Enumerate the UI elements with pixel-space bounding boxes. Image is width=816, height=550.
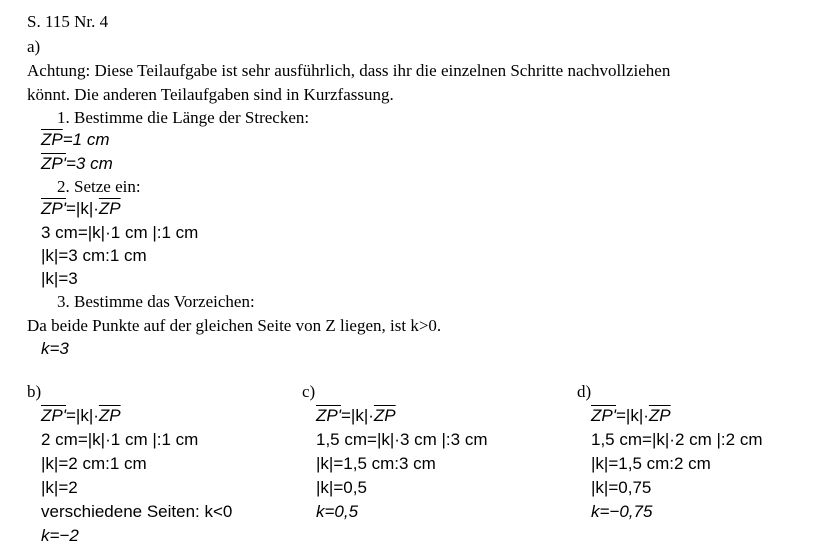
segment-zp: $\overline{ZP}$	[98, 199, 121, 218]
part-a-intro-line-1: Achtung: Diese Teilaufgabe ist sehr ausführlich, dass ihr die einzelnen Schritte nachvollziehen	[27, 61, 671, 80]
segment-zp: $\overline{ZP}$	[98, 406, 121, 425]
segment-zpp: ZP'	[41, 199, 66, 218]
segment-zp-value: =1 cm	[62, 130, 110, 149]
part-d-equation-1	[591, 406, 762, 426]
segment-zpp: ZP'	[41, 154, 66, 173]
part-c-equation-4: |k|=0,5	[316, 478, 367, 497]
segment-zp: $\overline{ZP}$	[648, 406, 671, 425]
equation-middle: =|k|·	[615, 406, 649, 425]
part-b-equation-4: |k|=2	[41, 478, 78, 497]
part-d-result: k=−0,75	[591, 502, 653, 521]
part-a-equation-2: 3 cm=|k|·1 cm |:1 cm	[41, 223, 199, 242]
sign-explanation: Da beide Punkte auf der gleichen Seite von Z liegen, ist k>0.	[27, 316, 442, 335]
segment-zpp: ZP'	[41, 406, 66, 425]
segment-zpp: ZP'	[316, 406, 341, 425]
segment-zp-length	[41, 130, 110, 150]
step-1-heading: 1. Bestimme die Länge der Strecken:	[57, 108, 310, 127]
part-d-label: d)	[577, 382, 592, 401]
part-d-column	[577, 382, 762, 526]
part-a-label: a)	[27, 37, 41, 56]
segment-zpp: ZP'	[591, 406, 616, 425]
part-b-note: verschiedene Seiten: k<0	[41, 502, 233, 521]
part-c-equation-1	[316, 406, 487, 426]
part-b-label: b)	[27, 382, 42, 401]
part-a-intro-line-2: könnt. Die anderen Teilaufgaben sind in Kurzfassung.	[27, 85, 394, 104]
equation-middle: =|k|·	[340, 406, 374, 425]
part-b-equation-3: |k|=2 cm:1 cm	[41, 454, 147, 473]
step-3-heading: 3. Bestimme das Vorzeichen:	[57, 292, 255, 311]
part-d-equation-3: |k|=1,5 cm:2 cm	[591, 454, 711, 473]
part-b-column	[27, 382, 232, 550]
part-d-equation-4: |k|=0,75	[591, 478, 652, 497]
part-a-equation-1	[41, 199, 121, 219]
part-c-result: k=0,5	[316, 502, 359, 521]
segment-zpp-value: =3 cm	[65, 154, 113, 173]
equation-middle: =|k|·	[65, 199, 99, 218]
part-a-equation-4: |k|=3	[41, 269, 78, 288]
part-d-equation-2: 1,5 cm=|k|·2 cm |:2 cm	[591, 430, 763, 449]
part-b-equation-1	[41, 406, 232, 426]
part-b-equation-2: 2 cm=|k|·1 cm |:1 cm	[41, 430, 199, 449]
segment-zp: $\overline{ZP}$	[41, 130, 63, 149]
segment-zp: $\overline{ZP}$	[373, 406, 396, 425]
part-a-equation-3: |k|=3 cm:1 cm	[41, 246, 147, 265]
segment-zpp-length	[41, 154, 113, 174]
part-a-result: k=3	[41, 339, 69, 358]
part-c-label: c)	[302, 382, 316, 401]
part-b-result: k=−2	[41, 526, 79, 545]
part-c-equation-3: |k|=1,5 cm:3 cm	[316, 454, 436, 473]
exercise-reference: S. 115 Nr. 4	[27, 12, 109, 31]
equation-middle: =|k|·	[65, 406, 99, 425]
step-2-heading: 2. Setze ein:	[57, 177, 141, 196]
part-c-column	[302, 382, 487, 526]
part-c-equation-2: 1,5 cm=|k|·3 cm |:3 cm	[316, 430, 488, 449]
